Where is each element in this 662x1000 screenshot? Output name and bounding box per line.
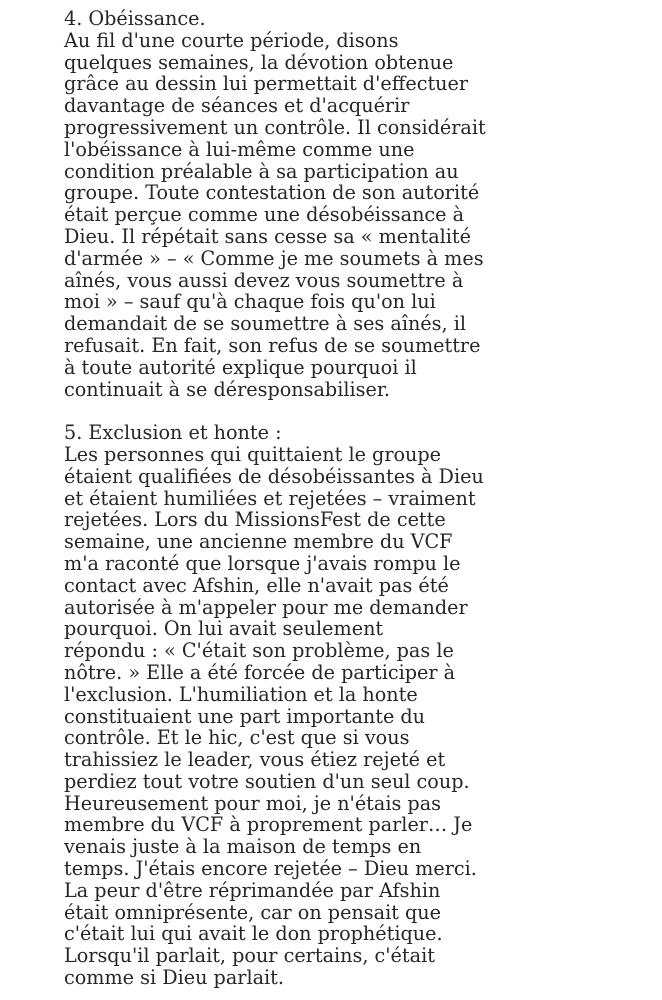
text-line: comme si Dieu parlait. (64, 966, 284, 990)
section-obeissance (64, 8, 504, 400)
text-line: autorisée à m'appeler pour me demander (64, 595, 468, 619)
text-line: l'exclusion. L'humiliation et la honte (64, 682, 418, 706)
text-line: étaient qualifiées de désobéissantes à Dieu (64, 464, 484, 488)
text-line: grâce au dessin lui permettait d'effectuer (64, 72, 469, 96)
section-heading: 5. Exclusion et honte : (64, 421, 282, 445)
text-line: Les personnes qui quittaient le groupe (64, 442, 442, 466)
text-line: venais juste à la maison de temps en (64, 835, 422, 859)
text-line: Dieu. Il répétait sans cesse sa « mentalité (64, 224, 471, 248)
text-line: Heureusement pour moi, je n'étais pas (64, 791, 441, 815)
text-line: semaine, une ancienne membre du VCF (64, 530, 453, 554)
text-line: condition préalable à sa participation au (64, 159, 459, 183)
text-line: contrôle. Et le hic, c'est que si vous (64, 726, 410, 750)
text-line: perdiez tout votre soutien d'un seul coup. (64, 769, 470, 793)
text-line: demandait de se soumettre à ses aînés, il (64, 312, 466, 336)
text-line: rejetées. Lors du MissionsFest de cette (64, 508, 446, 532)
text-line: était perçue comme une désobéissance à (64, 203, 465, 227)
text-line: refusait. En fait, son refus de se soumettre (64, 333, 481, 357)
text-line: et étaient humiliées et rejetées – vraiment (64, 486, 476, 510)
text-line: m'a raconté que lorsque j'avais rompu le (64, 551, 461, 575)
text-line: contact avec Afshin, elle n'avait pas été (64, 573, 449, 597)
text-line: c'était lui qui avait le don prophétique. (64, 922, 443, 946)
text-line: davantage de séances et d'acquérir (64, 94, 410, 118)
text-line: continuait à se déresponsabiliser. (64, 377, 390, 401)
text-line: groupe. Toute contestation de son autorité (64, 181, 480, 205)
text-line: trahissiez le leader, vous étiez rejeté et (64, 748, 446, 772)
text-line: La peur d'être réprimandée par Afshin (64, 878, 441, 902)
text-line: pourquoi. On lui avait seulement (64, 617, 384, 641)
text-line: membre du VCF à proprement parler… Je (64, 813, 473, 837)
text-line: progressivement un contrôle. Il considérait (64, 115, 486, 139)
text-line: d'armée » – « Comme je me soumets à mes (64, 246, 484, 270)
section-heading: 4. Obéissance. (64, 7, 206, 30)
text-line: Au fil d'une courte période, disons (64, 28, 399, 52)
text-line: était omniprésente, car on pensait que (64, 900, 442, 924)
text-line: nôtre. » Elle a été forcée de participer à (64, 660, 456, 684)
document-page (64, 8, 504, 989)
text-line: moi » – sauf qu'à chaque fois qu'on lui (64, 290, 436, 314)
text-line: constituaient une part importante du (64, 704, 426, 728)
section-exclusion-et-honte (64, 422, 504, 989)
text-line: répondu : « C'était son problème, pas le (64, 639, 454, 663)
text-line: aînés, vous aussi devez vous soumettre à (64, 268, 464, 292)
text-line: Lorsqu'il parlait, pour certains, c'était (64, 944, 435, 968)
text-line: quelques semaines, la dévotion obtenue (64, 50, 454, 74)
text-line: temps. J'étais encore rejetée – Dieu merci. (64, 857, 477, 881)
text-line: l'obéissance à lui-même comme une (64, 137, 415, 161)
text-line: à toute autorité explique pourquoi il (64, 355, 417, 379)
